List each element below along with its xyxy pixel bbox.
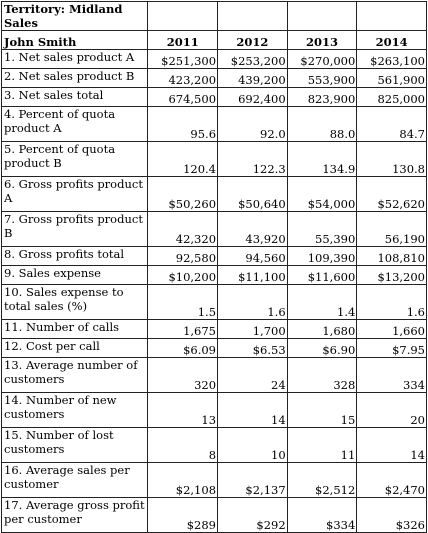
cell-value: 553,900 (287, 69, 357, 88)
cell-value: 1.4 (287, 285, 357, 320)
cell-value: 692,400 (218, 88, 288, 107)
cell-value: $6.90 (287, 339, 357, 358)
row-label: 14. Number of new customers (2, 393, 148, 428)
data-rows (2, 50, 427, 533)
cell-value: $292 (218, 498, 288, 533)
title-row-blank (287, 2, 357, 31)
cell-value: $2,108 (148, 463, 218, 498)
row-label: 4. Percent of quota product A (2, 107, 148, 142)
table-row (2, 50, 427, 69)
cell-value: 561,900 (357, 69, 427, 88)
year-header: 2014 (357, 31, 427, 50)
cell-value: $253,200 (218, 50, 288, 69)
cell-value: $334 (287, 498, 357, 533)
table-row (2, 428, 427, 463)
cell-value: $270,000 (287, 50, 357, 69)
cell-value: 823,900 (287, 88, 357, 107)
cell-value: 1,700 (218, 320, 288, 339)
cell-value: 8 (148, 428, 218, 463)
row-label: 17. Average gross profit per customer (2, 498, 148, 533)
row-label: 1. Net sales product A (2, 50, 148, 69)
year-header: 2011 (148, 31, 218, 50)
cell-value: 20 (357, 393, 427, 428)
cell-value: $251,300 (148, 50, 218, 69)
cell-value: 120.4 (148, 142, 218, 177)
cell-value: $52,620 (357, 177, 427, 212)
cell-value: 134.9 (287, 142, 357, 177)
cell-value: 320 (148, 358, 218, 393)
cell-value: 92,580 (148, 247, 218, 266)
table-row (2, 88, 427, 107)
cell-value: 109,390 (287, 247, 357, 266)
cell-value: 439,200 (218, 69, 288, 88)
cell-value: 122.3 (218, 142, 288, 177)
title-row (2, 2, 427, 31)
cell-value: $263,100 (357, 50, 427, 69)
cell-value: 825,000 (357, 88, 427, 107)
row-label: 8. Gross profits total (2, 247, 148, 266)
cell-value: $7.95 (357, 339, 427, 358)
table-row (2, 463, 427, 498)
cell-value: 95.6 (148, 107, 218, 142)
cell-value: 1,660 (357, 320, 427, 339)
sales-table (1, 1, 427, 533)
cell-value: 55,390 (287, 212, 357, 247)
table-row (2, 285, 427, 320)
cell-value: $50,640 (218, 177, 288, 212)
cell-value: 1.6 (357, 285, 427, 320)
title-row-blank (148, 2, 218, 31)
table-row (2, 498, 427, 533)
cell-value: 1.5 (148, 285, 218, 320)
row-label: 5. Percent of quota product B (2, 142, 148, 177)
title-row-blank (218, 2, 288, 31)
cell-value: $289 (148, 498, 218, 533)
cell-value: 88.0 (287, 107, 357, 142)
table-row (2, 339, 427, 358)
cell-value: $2,470 (357, 463, 427, 498)
cell-value: $2,512 (287, 463, 357, 498)
year-header: 2012 (218, 31, 288, 50)
cell-value: $50,260 (148, 177, 218, 212)
sales-territory-table-sheet (1, 1, 427, 533)
cell-value: 11 (287, 428, 357, 463)
cell-value: 13 (148, 393, 218, 428)
row-label: 7. Gross profits product B (2, 212, 148, 247)
cell-value: 92.0 (218, 107, 288, 142)
cell-value: 24 (218, 358, 288, 393)
cell-value: 1,675 (148, 320, 218, 339)
table-row (2, 320, 427, 339)
row-label: 16. Average sales per customer (2, 463, 148, 498)
header-row (2, 31, 427, 50)
cell-value: $6.09 (148, 339, 218, 358)
cell-value: $11,600 (287, 266, 357, 285)
row-label: 13. Average number of customers (2, 358, 148, 393)
table-row (2, 247, 427, 266)
cell-value: 94,560 (218, 247, 288, 266)
cell-value: $326 (357, 498, 427, 533)
table-title: Territory: Midland Sales (2, 2, 148, 31)
cell-value: $6.53 (218, 339, 288, 358)
cell-value: $11,100 (218, 266, 288, 285)
row-label: 10. Sales expense to total sales (%) (2, 285, 148, 320)
table-row (2, 107, 427, 142)
row-label: 3. Net sales total (2, 88, 148, 107)
row-label: 6. Gross profits product A (2, 177, 148, 212)
row-label: 2. Net sales product B (2, 69, 148, 88)
cell-value: 1.6 (218, 285, 288, 320)
cell-value: $13,200 (357, 266, 427, 285)
cell-value: 14 (218, 393, 288, 428)
table-row (2, 393, 427, 428)
cell-value: 10 (218, 428, 288, 463)
table-row (2, 266, 427, 285)
year-header: 2013 (287, 31, 357, 50)
cell-value: 1,680 (287, 320, 357, 339)
table-row (2, 358, 427, 393)
cell-value: 15 (287, 393, 357, 428)
cell-value: 130.8 (357, 142, 427, 177)
cell-value: $54,000 (287, 177, 357, 212)
cell-value: 42,320 (148, 212, 218, 247)
title-row-blank (357, 2, 427, 31)
cell-value: 14 (357, 428, 427, 463)
cell-value: $2,137 (218, 463, 288, 498)
table-row (2, 212, 427, 247)
row-label: 12. Cost per call (2, 339, 148, 358)
row-label: 11. Number of calls (2, 320, 148, 339)
cell-value: 423,200 (148, 69, 218, 88)
salesperson-name: John Smith (2, 31, 148, 50)
cell-value: 108,810 (357, 247, 427, 266)
cell-value: 56,190 (357, 212, 427, 247)
cell-value: 334 (357, 358, 427, 393)
cell-value: $10,200 (148, 266, 218, 285)
cell-value: 328 (287, 358, 357, 393)
row-label: 9. Sales expense (2, 266, 148, 285)
table-row (2, 177, 427, 212)
cell-value: 84.7 (357, 107, 427, 142)
cell-value: 674,500 (148, 88, 218, 107)
row-label: 15. Number of lost customers (2, 428, 148, 463)
table-row (2, 69, 427, 88)
table-row (2, 142, 427, 177)
cell-value: 43,920 (218, 212, 288, 247)
